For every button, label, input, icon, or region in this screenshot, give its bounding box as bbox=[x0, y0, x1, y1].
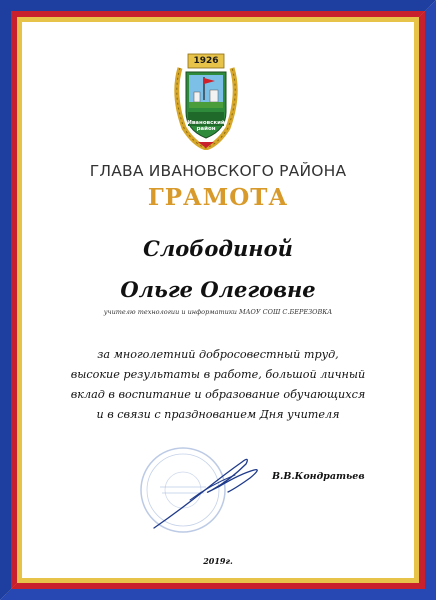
award-reason-line: за многолетний добросовестный труд, bbox=[97, 348, 339, 361]
award-reason-line: вклад в воспитание и образование обучающихся bbox=[70, 388, 366, 401]
emblem-year: 1926 bbox=[193, 56, 219, 66]
recipient-position: учителю технологии и информатики МАОУ СОШ С.БЕРЕЗОВКА bbox=[103, 308, 333, 316]
issue-year: 2019г. bbox=[203, 556, 233, 566]
award-reason bbox=[40, 345, 396, 425]
signer-name: В.В.Кондратьев bbox=[272, 471, 365, 482]
award-reason-line: и в связи с празднованием Дня учителя bbox=[96, 408, 340, 421]
recipient-surname: Слободиной bbox=[143, 236, 293, 261]
emblem-name-line-2: район bbox=[196, 126, 216, 132]
recipient-given-names: Ольге Олеговне bbox=[120, 277, 316, 302]
handwritten-signature bbox=[150, 440, 270, 535]
award-reason-line: высокие результаты в работе, большой личный bbox=[70, 368, 366, 381]
issuer-heading: ГЛАВА ИВАНОВСКОГО РАЙОНА bbox=[89, 162, 347, 180]
document-title: ГРАМОТА bbox=[147, 184, 289, 211]
emblem-name-line-1: Ивановский bbox=[187, 120, 225, 126]
emblem-district-name bbox=[184, 120, 228, 132]
